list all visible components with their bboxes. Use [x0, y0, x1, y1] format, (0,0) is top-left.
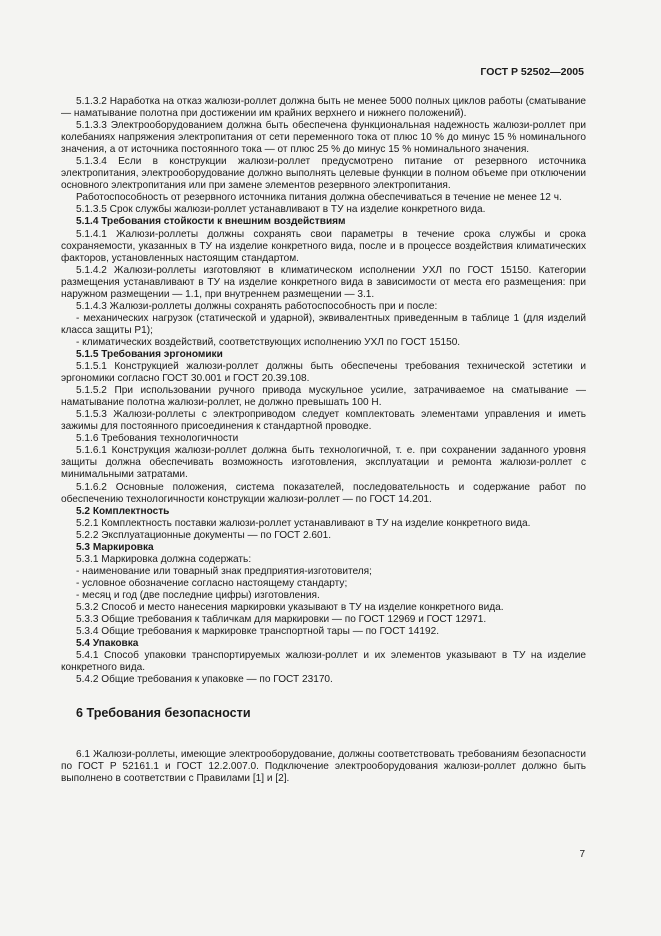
- document-code-header: ГОСТ Р 52502—2005: [480, 66, 584, 78]
- paragraph: 5.1.5.3 Жалюзи-роллеты с электроприводом следует комплектовать элементами управления и иметь зажимы для постоянного присоединения к стандартной проводке.: [61, 409, 586, 433]
- paragraph: 5.1.3.2 Наработка на отказ жалюзи-роллет должна быть не менее 5000 полных циклов работы (сматывание — наматывание полотна при достижении им крайних верхнего и нижнего положений).: [61, 96, 586, 120]
- paragraph: 5.1.3.5 Срок службы жалюзи-роллет устанавливают в ТУ на изделие конкретного вида.: [76, 204, 486, 216]
- paragraph: 5.3.1 Маркировка должна содержать:: [76, 553, 252, 565]
- document-body: [61, 96, 586, 785]
- subsection-heading: 5.2 Комплектность: [76, 505, 170, 517]
- page-number: 7: [579, 849, 585, 860]
- paragraph: 5.1.6 Требования технологичности: [76, 433, 239, 445]
- list-item: - климатических воздействий, соответствующих исполнению УХЛ по ГОСТ 15150.: [76, 336, 461, 348]
- paragraph: 5.1.6.1 Конструкция жалюзи-роллет должна быть технологичной, т. е. при сохранении заданного уровня защиты должна обеспечивать возможность изготовления, эксплуатации и ремонта жалюзи-роллет с минимальными затратами.: [61, 445, 586, 481]
- paragraph: 5.1.4.3 Жалюзи-роллеты должны сохранять работоспособность при и после:: [76, 300, 438, 312]
- subsection-heading: 5.1.5 Требования эргономики: [76, 348, 223, 360]
- paragraph: 5.1.4.2 Жалюзи-роллеты изготовляют в климатическом исполнении УХЛ по ГОСТ 15150. Категории размещения устанавливают в ТУ на изделие конкретного вида в зависимости от места его размещения: при наружном размещении — 1.1, при внутреннем размещении — 3.1.: [61, 264, 586, 300]
- list-item: - механических нагрузок (статической и ударной), эквивалентных приведенным в таблице 1 (для изделий класса защиты Р1);: [61, 312, 586, 336]
- list-item: - наименование или товарный знак предприятия-изготовителя;: [76, 565, 372, 577]
- subsection-heading: 5.1.4 Требования стойкости к внешним воздействиям: [76, 216, 346, 228]
- paragraph-list: [61, 96, 586, 686]
- paragraph: 5.1.3.4 Если в конструкции жалюзи-роллет предусмотрено питание от резервного источника электропитания, электрооборудование должно выполнять целевые функции в полном объеме при отключении основного электропитания или при замене элементов резервного электропитания.: [61, 156, 586, 192]
- paragraph: Работоспособность от резервного источника питания должна обеспечиваться в течение не менее 12 ч.: [76, 192, 562, 204]
- list-item: - месяц и год (две последние цифры) изготовления.: [76, 589, 320, 601]
- paragraph: 5.4.1 Способ упаковки транспортируемых жалюзи-роллет и их элементов указывают в ТУ на изделие конкретного вида.: [61, 650, 586, 674]
- paragraph: 5.1.3.3 Электрооборудованием должна быть обеспечена функциональная надежность жалюзи-роллет при колебаниях напряжения электропитания от сети переменного тока от плюс 10 % до минус 15 % номинального значения, а от источника постоянного тока — от плюс 25 % до минус 15 % номинального значения.: [61, 120, 586, 156]
- section-6-title: 6 Требования безопасности: [76, 706, 251, 721]
- paragraph: 5.2.1 Комплектность поставки жалюзи-роллет устанавливают в ТУ на изделие конкретного вида.: [76, 517, 531, 529]
- paragraph: 5.1.5.2 При использовании ручного привода мускульное усилие, затрачиваемое на сматывание — наматывание полотна жалюзи-роллет, не должно превышать 100 Н.: [61, 385, 586, 409]
- section-6-paragraph: 6.1 Жалюзи-роллеты, имеющие электрооборудование, должны соответствовать требованиям безопасности по ГОСТ Р 52161.1 и ГОСТ 12.2.007.0. Подключение электрооборудования жалюзи-роллет должно быть выполнено в соответствии с Правилами [1] и [2].: [61, 749, 586, 785]
- subsection-heading: 5.4 Упаковка: [76, 638, 139, 650]
- paragraph: 5.1.5.1 Конструкцией жалюзи-роллет должны быть обеспечены требования технической эстетики и эргономики согласно ГОСТ 30.001 и ГОСТ 20.39.108.: [61, 361, 586, 385]
- list-item: - условное обозначение согласно настоящему стандарту;: [76, 577, 348, 589]
- paragraph: 5.1.4.1 Жалюзи-роллеты должны сохранять свои параметры в течение срока службы и срока сохраняемости, указанных в ТУ на изделие конкретного вида, после и в процессе воздействия климатических факторов, установленных настоящим стандартом.: [61, 228, 586, 264]
- paragraph: 5.3.3 Общие требования к табличкам для маркировки — по ГОСТ 12969 и ГОСТ 12971.: [76, 614, 487, 626]
- paragraph: 5.4.2 Общие требования к упаковке — по ГОСТ 23170.: [76, 674, 333, 686]
- paragraph: 5.2.2 Эксплуатационные документы — по ГОСТ 2.601.: [76, 529, 332, 541]
- paragraph: 5.3.4 Общие требования к маркировке транспортной тары — по ГОСТ 14192.: [76, 626, 440, 638]
- subsection-heading: 5.3 Маркировка: [76, 541, 154, 553]
- paragraph: 5.1.6.2 Основные положения, система показателей, последовательность и содержание работ по обеспечению технологичности конструкции жалюзи-роллет — по ГОСТ 14.201.: [61, 481, 586, 505]
- paragraph: 5.3.2 Способ и место нанесения маркировки указывают в ТУ на изделие конкретного вида.: [76, 601, 504, 613]
